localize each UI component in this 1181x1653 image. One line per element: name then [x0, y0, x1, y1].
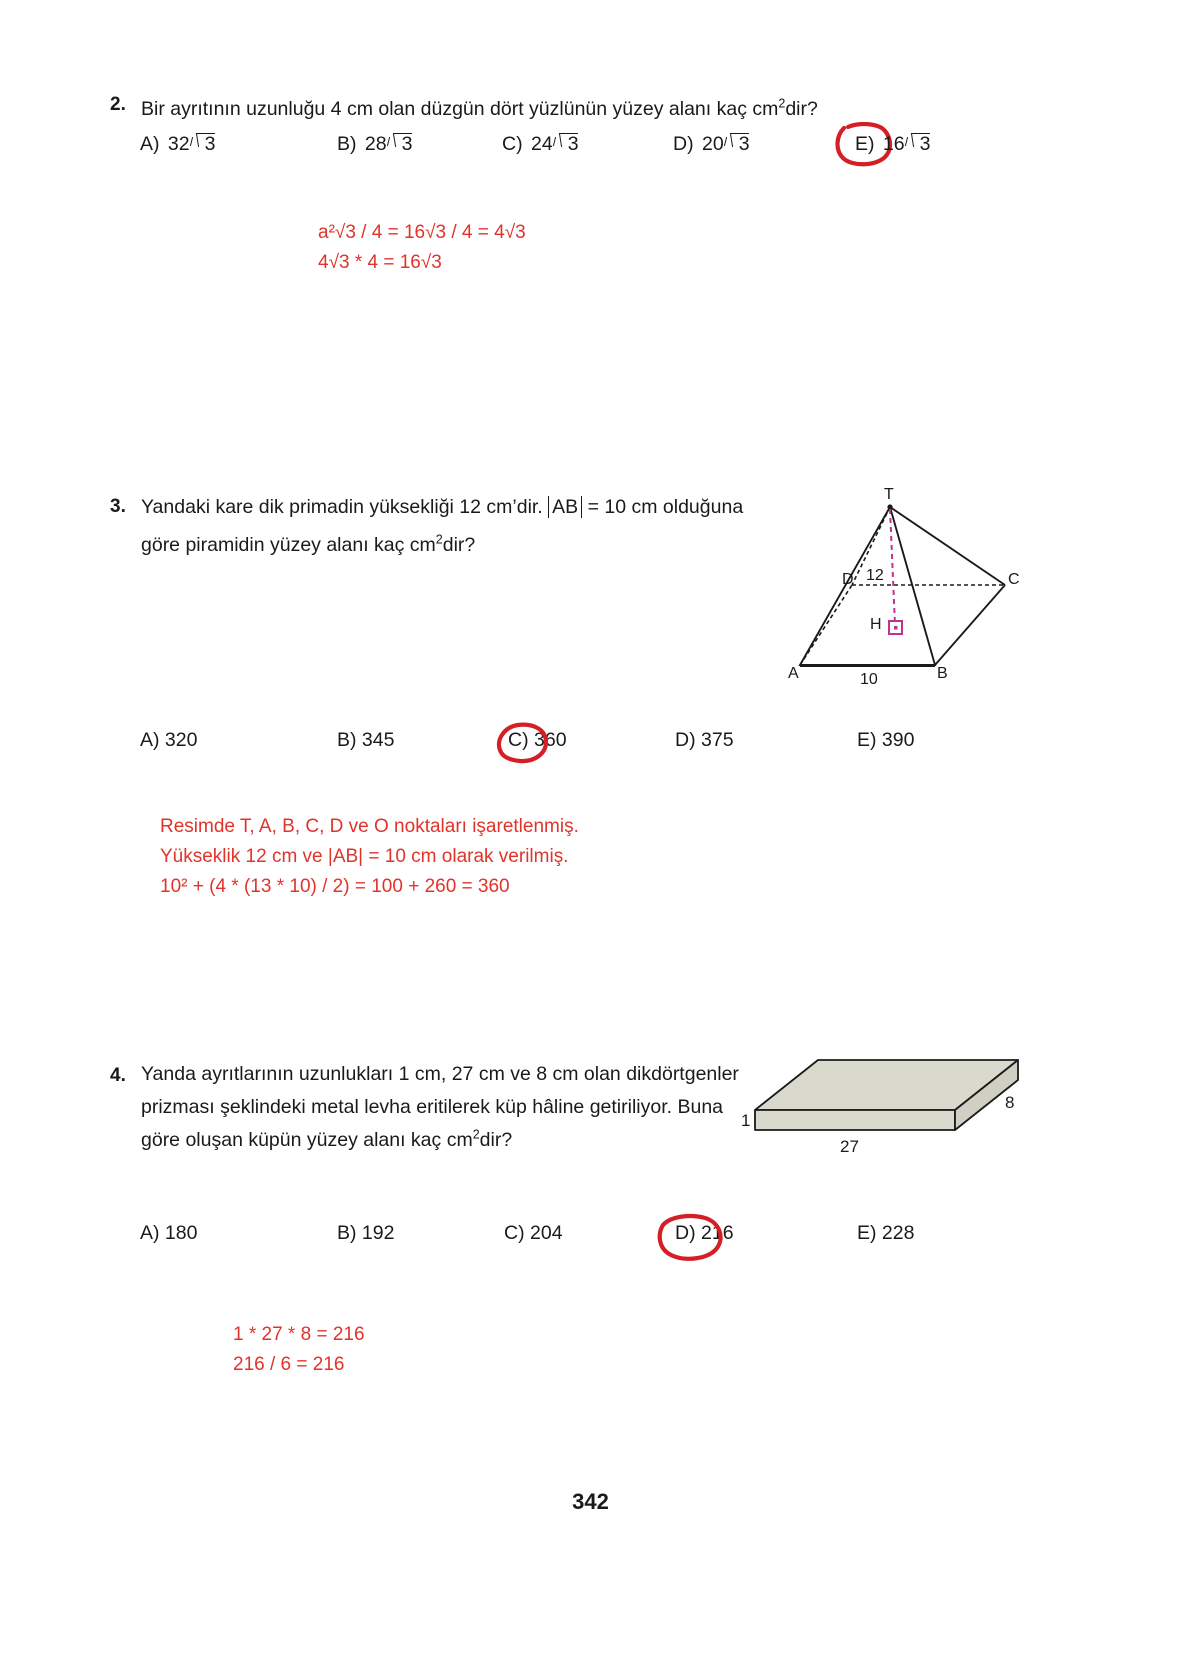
option-c[interactable] [504, 1222, 563, 1245]
question-2-number: 2. [110, 94, 126, 115]
option-c-label: C) [504, 1222, 525, 1244]
question-4-line-3 [141, 1124, 771, 1157]
option-e-label: E) [855, 133, 875, 155]
question-4-line-2: prizması şeklindeki metal levha eritilerek küp hâline getiriliyor. Buna [141, 1096, 724, 1118]
option-c[interactable] [508, 729, 567, 752]
option-e-label: E) [857, 1222, 877, 1244]
option-c-coefficient: 24 [531, 133, 553, 155]
option-a-label: A) [140, 133, 160, 155]
option-a-label: A) [140, 1222, 160, 1244]
svg-text:8: 8 [1005, 1093, 1015, 1112]
radical-icon [724, 132, 750, 156]
option-b-value: 345 [361, 729, 395, 751]
option-e-radicand: 3 [919, 133, 931, 155]
option-a[interactable] [140, 132, 215, 156]
question-3-line1-a: Yandaki kare dik primadin yüksekliği 12 cm’dir. [141, 496, 549, 518]
question-4-line-1: Yanda ayrıtlarının uzunlukları 1 cm, 27 cm ve 8 cm olan dikdörtgenler [141, 1063, 739, 1085]
option-e-value: 390 [881, 729, 915, 751]
slab-figure [740, 1048, 1030, 1173]
svg-text:A: A [788, 665, 799, 682]
option-d-value: 216 [701, 1222, 734, 1244]
question-3-number: 3. [110, 496, 126, 517]
svg-text:H: H [870, 616, 882, 633]
annotation-line-1: a²√3 / 4 = 16√3 / 4 = 4√3 [318, 222, 526, 243]
svg-text:T: T [884, 486, 894, 503]
option-b-label: B) [337, 729, 357, 751]
question-4-line3-a: göre oluşan küpün yüzey alanı kaç cm [141, 1129, 473, 1151]
option-b-radicand: 3 [401, 133, 413, 155]
question-3-line-1 [141, 488, 801, 526]
option-c-label: C) [508, 729, 529, 751]
option-a-coefficient: 32 [167, 133, 190, 155]
option-c-value: 360 [534, 729, 567, 751]
annotation-line-1: 1 * 27 * 8 = 216 [233, 1324, 365, 1345]
option-b[interactable] [337, 1222, 394, 1245]
option-b-coefficient: 28 [364, 133, 387, 155]
option-d-label: D) [675, 1222, 696, 1244]
option-e[interactable] [857, 729, 914, 752]
absolute-value-ab: AB [548, 496, 582, 518]
annotation-line-2: Yükseklik 12 cm ve |AB| = 10 cm olarak verilmiş. [160, 846, 569, 867]
svg-text:B: B [937, 665, 948, 682]
question-3-line-2 [141, 526, 801, 564]
option-d[interactable] [675, 729, 734, 752]
option-e-coefficient: 16 [882, 133, 905, 155]
option-b-label: B) [337, 133, 357, 155]
annotation-line-3: 10² + (4 * (13 * 10) / 2) = 100 + 260 = 360 [160, 876, 510, 897]
option-a-value: 180 [164, 1222, 198, 1244]
question-2-text-a: Bir ayrıtının uzunluğu 4 cm olan düzgün dört yüzlünün yüzey alanı kaç cm [141, 98, 779, 120]
question-3-line2-b: dir? [442, 534, 476, 556]
option-e-value: 228 [881, 1222, 915, 1244]
option-a-label: A) [140, 729, 160, 751]
option-d-label: D) [673, 133, 694, 155]
question-3-superscript: 2 [435, 532, 443, 547]
question-3-line1-b: = 10 cm olduğuna [582, 496, 744, 518]
question-2-text-b: dir? [785, 98, 818, 120]
pyramid-figure [780, 485, 1040, 690]
radical-icon [387, 132, 413, 156]
annotation-line-2: 216 / 6 = 216 [233, 1354, 345, 1375]
question-3-line2-a: göre piramidin yüzey alanı kaç cm [141, 534, 436, 556]
question-4-text [141, 1058, 771, 1157]
question-3-text [141, 488, 801, 564]
question-4-superscript: 2 [472, 1127, 480, 1142]
question-2-text [141, 90, 971, 128]
question-4-annotation [233, 1320, 365, 1380]
question-4-line3-b: dir? [479, 1129, 513, 1151]
option-a-radicand: 3 [204, 133, 216, 155]
svg-text:1: 1 [741, 1111, 751, 1130]
option-e-label: E) [857, 729, 877, 751]
option-b-value: 192 [361, 1222, 395, 1244]
option-b[interactable] [337, 132, 412, 156]
option-d-value: 375 [701, 729, 734, 751]
svg-text:10: 10 [860, 671, 878, 688]
option-d-coefficient: 20 [702, 133, 724, 155]
option-c-value: 204 [530, 1222, 563, 1244]
option-e[interactable] [855, 132, 930, 156]
svg-text:12: 12 [866, 567, 884, 584]
radical-icon [553, 132, 579, 156]
option-e[interactable] [857, 1222, 914, 1245]
question-3-annotation [160, 812, 579, 902]
option-d-radicand: 3 [738, 133, 750, 155]
option-a[interactable] [140, 729, 197, 752]
option-b-label: B) [337, 1222, 357, 1244]
page-number: 342 [572, 1489, 609, 1514]
svg-text:D: D [842, 571, 854, 588]
option-b[interactable] [337, 729, 394, 752]
annotation-line-1: Resimde T, A, B, C, D ve O noktaları işaretlenmiş. [160, 816, 579, 837]
svg-text:C: C [1008, 571, 1020, 588]
option-d-label: D) [675, 729, 696, 751]
radical-icon [190, 132, 216, 156]
svg-text:27: 27 [840, 1137, 859, 1156]
radical-icon [905, 132, 931, 156]
option-d[interactable] [675, 1222, 734, 1245]
option-c[interactable] [502, 132, 579, 156]
option-d[interactable] [673, 132, 750, 156]
option-a[interactable] [140, 1222, 197, 1245]
option-c-label: C) [502, 133, 523, 155]
option-a-value: 320 [164, 729, 198, 751]
option-c-radicand: 3 [567, 133, 579, 155]
annotation-line-2: 4√3 * 4 = 16√3 [318, 252, 442, 273]
question-2-annotation [318, 218, 526, 278]
question-2-superscript: 2 [778, 96, 786, 111]
question-4-number: 4. [110, 1065, 126, 1086]
